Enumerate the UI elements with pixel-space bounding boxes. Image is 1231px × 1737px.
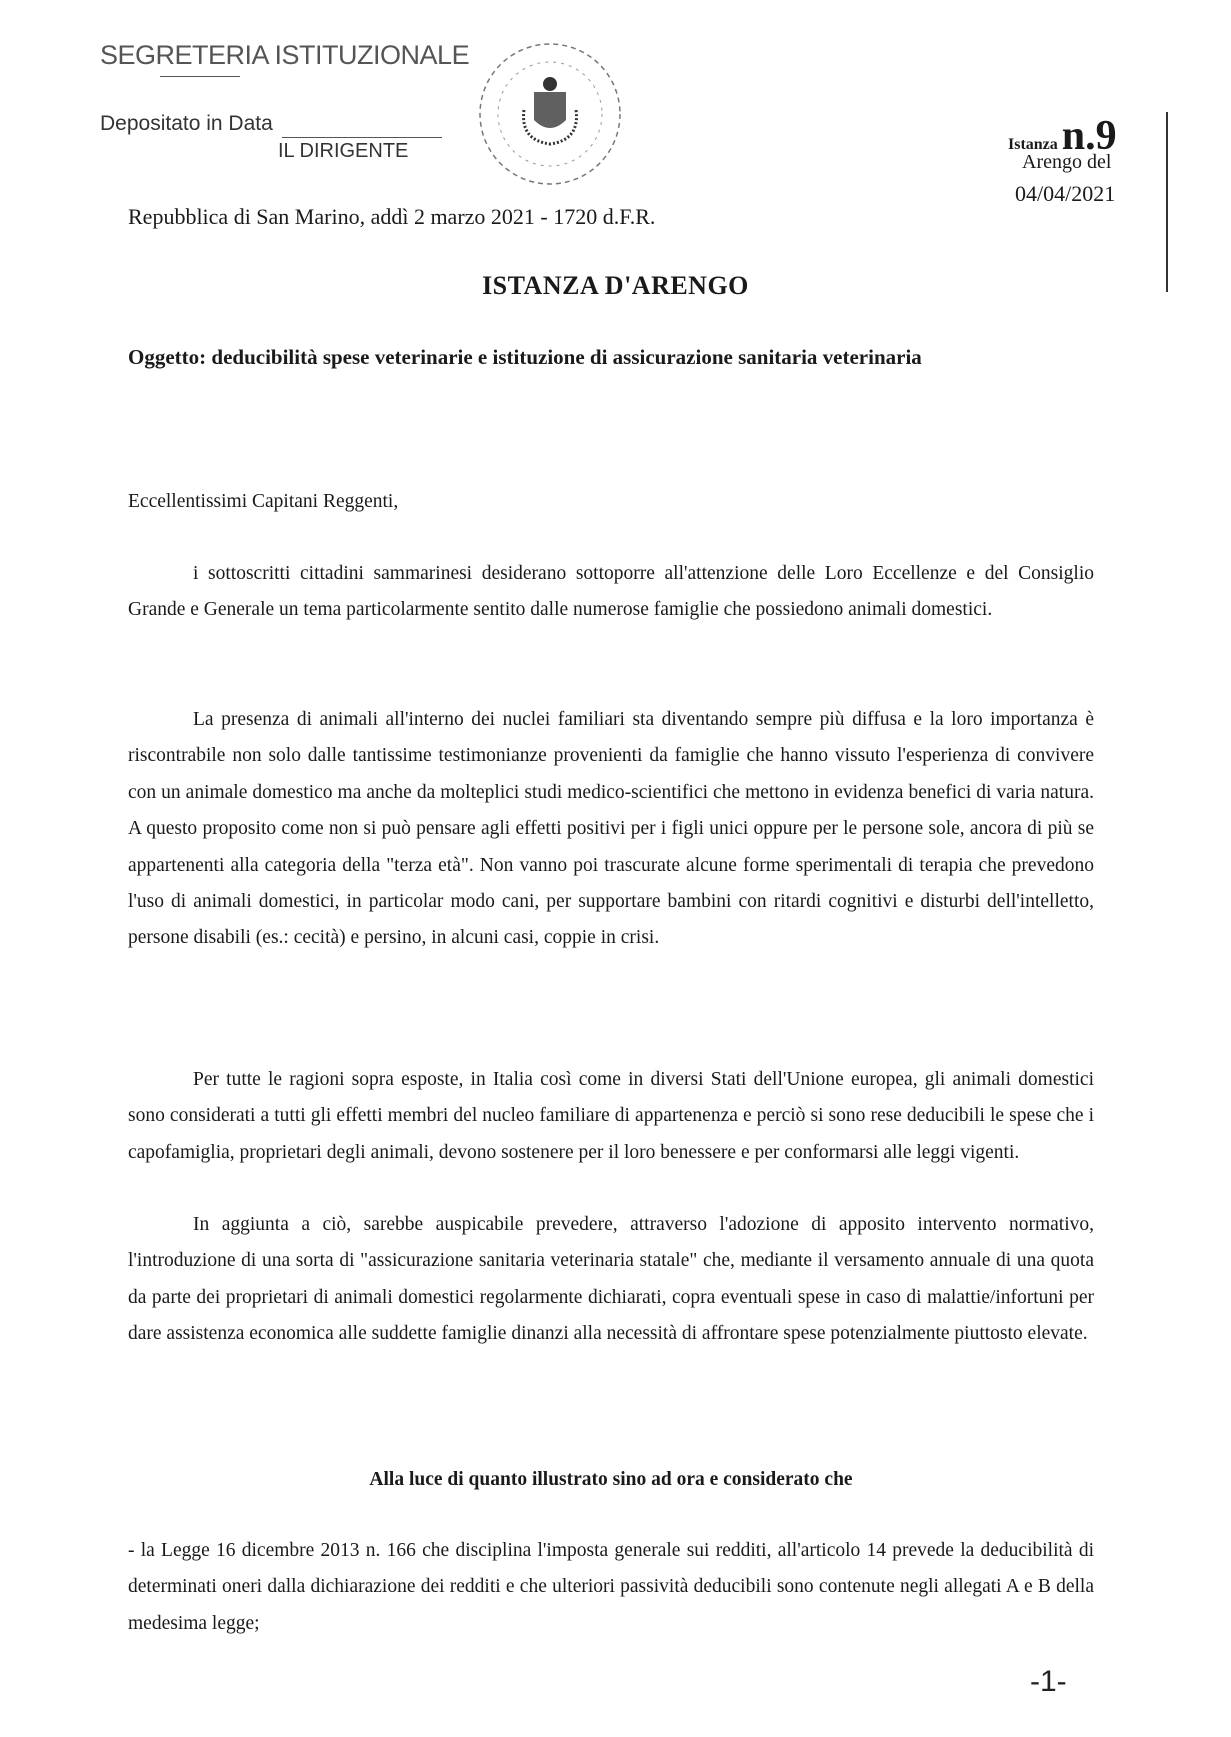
stamp-underline	[160, 76, 240, 77]
considering-item: - la Legge 16 dicembre 2013 n. 166 che disciplina l'imposta generale sui redditi, all'articolo 14 prevede la deducibilità di determinati oneri dalla dichiarazione dei redditi e che ulteriori passività deducibili sono contenute negli allegati A e B della medesima legge;	[128, 1540, 1094, 1634]
coat-of-arms-icon	[524, 77, 577, 144]
dateline: Repubblica di San Marino, addì 2 marzo 2021 - 1720 d.F.R.	[128, 204, 656, 229]
page-number: -1-	[1030, 1665, 1067, 1698]
body-paragraph-4: In aggiunta a ciò, sarebbe auspicabile prevedere, attraverso l'adozione di apposito intervento normativo, l'introduzione di una sorta di "assicurazione sanitaria veterinaria statale" che, mediante il versamento annuale di una quota da parte dei proprietari di animali domestici regolarmente dichiarati, copra eventuali spese in caso di malattie/infortuni per dare assistenza economica alle suddette famiglie dinanzi alla necessità di affrontare spese potenzialmente piuttosto elevate.	[128, 1214, 1094, 1345]
subject-line: Oggetto: deducibilità spese veterinarie e istituzione di assicurazione sanitaria veterinaria	[128, 345, 922, 369]
signature-line	[282, 137, 442, 138]
considering-heading: Alla luce di quanto illustrato sino ad ora e considerato che	[369, 1469, 853, 1490]
office-stamp-title: SEGRETERIA ISTITUZIONALE	[100, 40, 470, 70]
instance-number-prefix: n.	[1061, 113, 1096, 159]
body-paragraph-1: i sottoscritti cittadini sammarinesi desiderano sottoporre all'attenzione delle Loro Eccellenze e del Consiglio Grande e Generale un tema particolarmente sentito dalle numerose famiglie che possiedono animali domestici.	[128, 563, 1094, 621]
official-title: IL DIRIGENTE	[278, 140, 409, 162]
body-paragraph-2: La presenza di animali all'interno dei nuclei familiari sta diventando sempre più diffusa e la loro importanza è riscontrabile non solo dalle tantissime testimonianze provenienti da famiglie che hanno vissuto l'esperienza di convivere con un animale domestico ma anche da molteplici studi medico-scientifici che mettono in evidenza benefici di varia natura. A questo proposito come non si può pensare agli effetti positivi per i figli unici oppure per le persone sole, ancora di più se appartenenti alla categoria della "terza età". Non vanno poi trascurate alcune forme sperimentali di terapia che prevedono l'uso di animali domestici, in particolar modo cani, per supportare bambini con ritardi cognitivi e disturbi dell'intelletto, persone disabili (es.: cecità) e persino, in alcuni casi, coppie in crisi.	[128, 709, 1094, 949]
salutation: Eccellentissimi Capitani Reggenti,	[128, 491, 399, 512]
state-seal	[462, 32, 642, 192]
document-title: ISTANZA D'ARENGO	[482, 271, 749, 300]
instance-label: Istanza	[1008, 136, 1058, 153]
arengo-date: 04/04/2021	[1015, 181, 1116, 206]
deposit-date-label: Depositato in Data	[100, 112, 273, 135]
instance-number-value: 9	[1095, 113, 1117, 159]
body-paragraph-3: Per tutte le ragioni sopra esposte, in Italia così come in diversi Stati dell'Unione europea, gli animali domestici sono considerati a tutti gli effetti membri del nucleo familiare di appartenenza e perciò si sono rese deducibili le spese che i capofamiglia, proprietari degli animali, devono sostenere per il loro benessere e per conformarsi alle leggi vigenti.	[128, 1069, 1094, 1163]
arengo-label: Arengo del	[1022, 151, 1112, 173]
margin-mark	[1166, 112, 1168, 292]
